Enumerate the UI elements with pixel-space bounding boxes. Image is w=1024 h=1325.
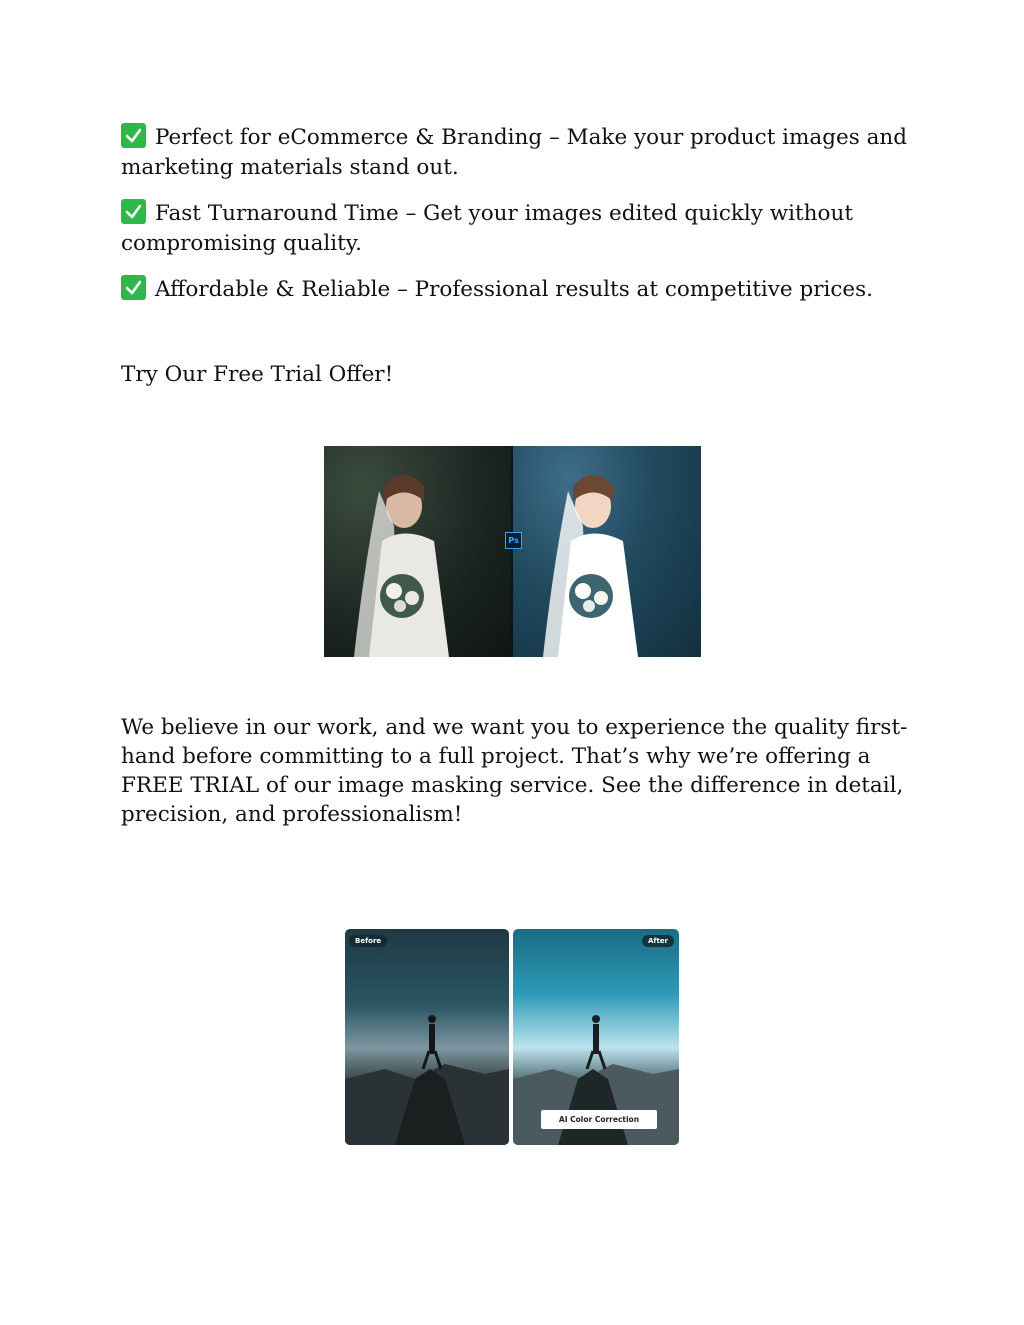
check-mark-icon <box>121 199 146 224</box>
before-label: Before <box>349 935 387 947</box>
feature-text: Fast Turnaround Time – Get your images edited quickly without compromising quality. <box>121 201 853 256</box>
ai-color-correction-caption: AI Color Correction <box>541 1110 657 1129</box>
after-half <box>513 446 701 657</box>
check-mark-icon <box>121 275 146 300</box>
before-panel <box>345 929 509 1145</box>
after-panel <box>513 929 679 1145</box>
split-divider <box>511 446 513 657</box>
free-trial-heading: Try Our Free Trial Offer! <box>121 362 394 387</box>
wedding-before-after-image <box>324 446 701 657</box>
feature-item-affordable <box>121 275 911 305</box>
feature-item-ecommerce <box>121 123 911 183</box>
photoshop-badge-icon: Ps <box>505 532 522 549</box>
before-half <box>324 446 512 657</box>
free-trial-paragraph: We believe in our work, and we want you to experience the quality first-hand before committing to a full project. That’s why we’re offering a FREE TRIAL of our image masking service. See the difference in detail, precision, and professionalism! <box>121 715 908 827</box>
feature-text: Affordable & Reliable – Professional results at competitive prices. <box>155 277 873 302</box>
check-mark-icon <box>121 123 146 148</box>
after-label: After <box>642 935 674 947</box>
feature-item-turnaround <box>121 199 911 259</box>
hiker-before-after-image <box>345 929 679 1145</box>
feature-text: Perfect for eCommerce & Branding – Make your product images and marketing materials stand out. <box>121 125 908 180</box>
